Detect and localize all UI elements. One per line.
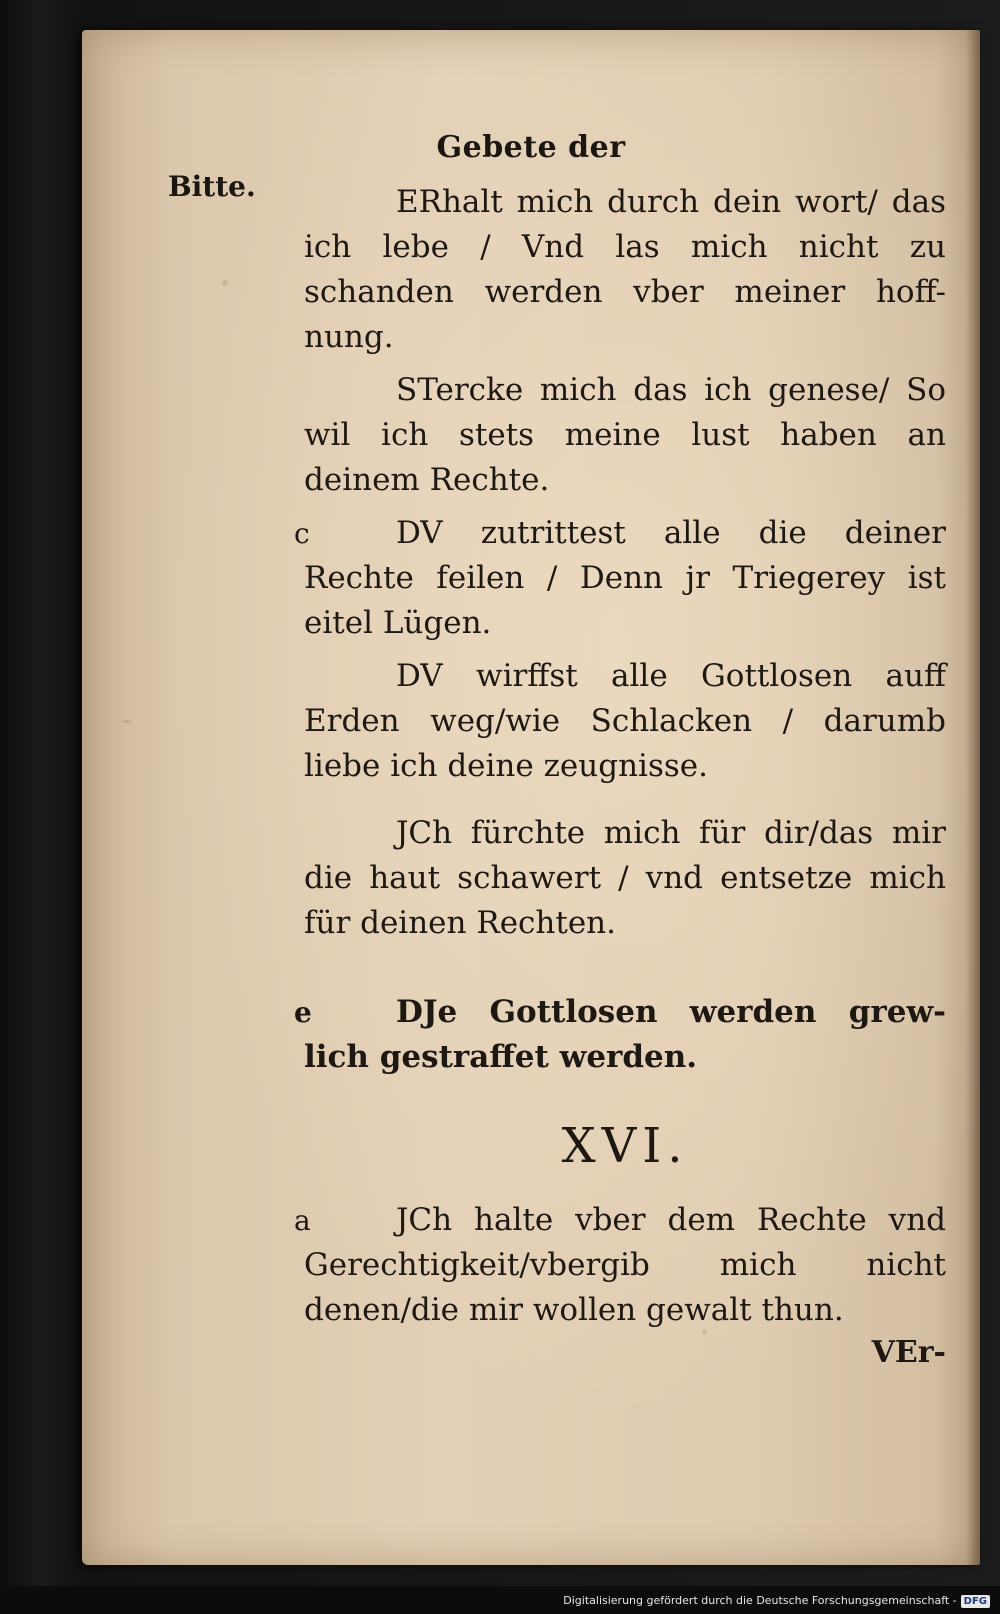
verse-paragraph bbox=[304, 368, 946, 503]
verse-text: DV wirffst alle Gottlosen auff Erden weg/wie Schlacken / darumb liebe ich deine zeugnisse. bbox=[304, 658, 946, 784]
verse-paragraph bbox=[294, 1198, 946, 1333]
verse-paragraph bbox=[304, 654, 946, 789]
verse-text: JCh fürchte mich für dir/das mir die haut schawert / vnd entsetze mich für deinen Rechten. bbox=[304, 815, 946, 941]
verse-text: ERhalt mich durch dein wort/ das ich lebe / Vnd las mich nicht zu schanden werden vber meiner hoff-nung. bbox=[304, 184, 946, 355]
footer-credit bbox=[563, 1594, 990, 1608]
running-header: Gebete der bbox=[436, 130, 626, 165]
dfg-logo: DFG bbox=[961, 1595, 990, 1608]
paper-spot bbox=[122, 720, 132, 723]
footer-band bbox=[0, 1586, 1000, 1614]
verse-text: DV zutrittest alle die deiner Rechte feilen / Denn jr Triegerey ist eitel Lügen. bbox=[304, 515, 946, 641]
verse-text: JCh halte vber dem Rechte vnd Gerechtigkeit/vbergib mich nicht denen/die mir wollen gewalt thun. bbox=[304, 1202, 946, 1328]
verse-text: STercke mich das ich genese/ So wil ich stets meine lust haben an deinem Rechte. bbox=[304, 372, 946, 498]
verse-paragraph bbox=[294, 511, 946, 646]
book-page bbox=[82, 30, 980, 1565]
margin-note: Bitte. bbox=[168, 170, 256, 203]
verse-text: DJe Gottlosen werden grew-lich gestraffet werden. bbox=[304, 994, 946, 1075]
verse-marker: a bbox=[294, 1204, 311, 1237]
catchword: VEr- bbox=[871, 1335, 946, 1370]
verse-marker: c bbox=[294, 517, 310, 550]
paper-spot bbox=[222, 280, 228, 286]
verse-paragraph bbox=[294, 990, 946, 1080]
footer-credit-text: Digitalisierung gefördert durch die Deutsche Forschungsgemeinschaft - bbox=[563, 1594, 957, 1607]
verse-marker: e bbox=[294, 996, 312, 1029]
section-number: XVI. bbox=[561, 1118, 689, 1174]
verse-paragraph bbox=[304, 811, 946, 946]
verse-paragraph bbox=[304, 180, 946, 360]
main-text bbox=[294, 180, 946, 1373]
